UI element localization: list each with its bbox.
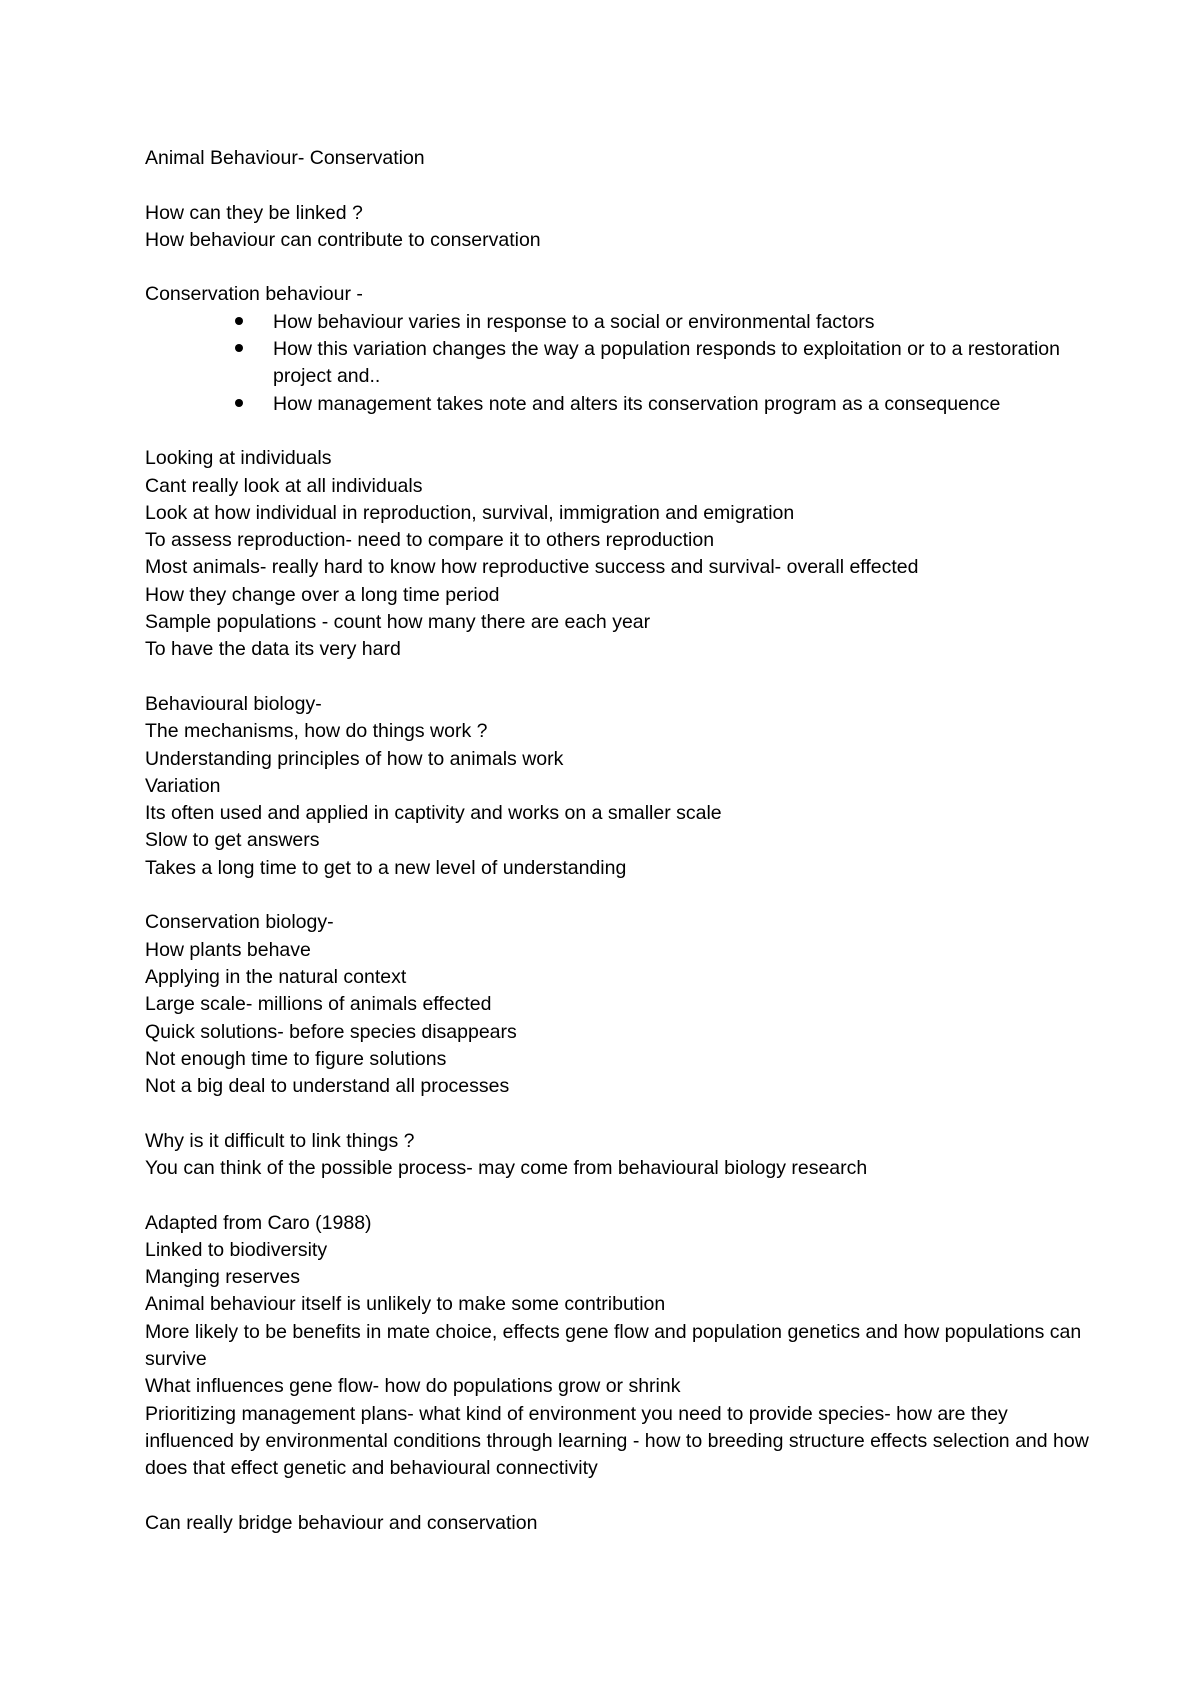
text-line: Manging reserves [145,1266,300,1289]
text-line: What influences gene flow- how do populations grow or shrink [145,1375,681,1398]
document-body [145,145,1095,1564]
bullet-list [145,309,1095,418]
intro-line: How can they be linked ? [145,201,363,224]
bullet-item [145,309,1095,336]
text-line: Look at how individual in reproduction, survival, immigration and emigration [145,501,795,524]
text-line: Its often used and applied in captivity and works on a smaller scale [145,802,722,825]
caro-section [145,1210,1095,1483]
text-paragraph: Prioritizing management plans- what kind of environment you need to provide species- how are they influenced by environmental conditions through learning - how to breeding structure effects selection and how does that effect genetic and behavioural connectivity [145,1402,1089,1480]
text-line: Quick solutions- before species disappears [145,1020,517,1043]
text-line: Not enough time to figure solutions [145,1047,447,1070]
text-line: How plants behave [145,938,311,961]
section-heading: Conservation biology- [145,911,334,934]
text-line: Most animals- really hard to know how reproductive success and survival- overall effected [145,556,919,579]
section-heading: Conservation behaviour - [145,283,363,306]
behavioural-biology-section [145,691,1095,882]
bullet-text: How behaviour varies in response to a social or environmental factors [273,310,875,333]
text-line: Slow to get answers [145,829,320,852]
bullet-text: How this variation changes the way a population responds to exploitation or to a restoration project and.. [273,338,1060,388]
bullet-text: How management takes note and alters its conservation program as a consequence [273,392,1001,415]
intro-section [145,200,1095,255]
bullet-icon [235,399,243,407]
text-line: Sample populations - count how many there are each year [145,611,651,634]
text-line: The mechanisms, how do things work ? [145,720,488,743]
section-heading: Adapted from Caro (1988) [145,1211,372,1234]
intro-line: How behaviour can contribute to conservation [145,228,541,251]
text-line: Takes a long time to get to a new level of understanding [145,856,627,879]
text-line: Large scale- millions of animals effected [145,993,492,1016]
text-line: Linked to biodiversity [145,1238,328,1261]
text-paragraph: More likely to be benefits in mate choice, effects gene flow and population genetics and how populations can survive [145,1320,1082,1371]
section-heading: Behavioural biology- [145,692,322,715]
text-line: Applying in the natural context [145,965,407,988]
bullet-item [145,391,1095,418]
bullet-item [145,336,1095,391]
text-line: How they change over a long time period [145,583,500,606]
text-line: To assess reproduction- need to compare it to others reproduction [145,529,715,552]
bullet-icon [235,317,243,325]
conservation-biology-section [145,909,1095,1100]
text-line: Understanding principles of how to animals work [145,747,564,770]
bullet-icon [235,344,243,352]
conservation-behaviour-section [145,281,1095,417]
section-heading: Why is it difficult to link things ? [145,1129,415,1152]
difficulty-section [145,1128,1095,1183]
text-line: To have the data its very hard [145,638,401,661]
text-line: You can think of the possible process- may come from behavioural biology research [145,1156,868,1179]
text-line: Cant really look at all individuals [145,474,423,497]
text-line: Animal behaviour itself is unlikely to make some contribution [145,1293,666,1316]
text-line: Variation [145,774,221,797]
title-block [145,145,1095,172]
closing-line: Can really bridge behaviour and conservation [145,1511,538,1534]
individuals-section [145,445,1095,663]
text-line: Not a big deal to understand all processes [145,1075,510,1098]
closing-section [145,1510,1095,1537]
section-heading: Looking at individuals [145,447,332,470]
document-title: Animal Behaviour- Conservation [145,147,425,169]
